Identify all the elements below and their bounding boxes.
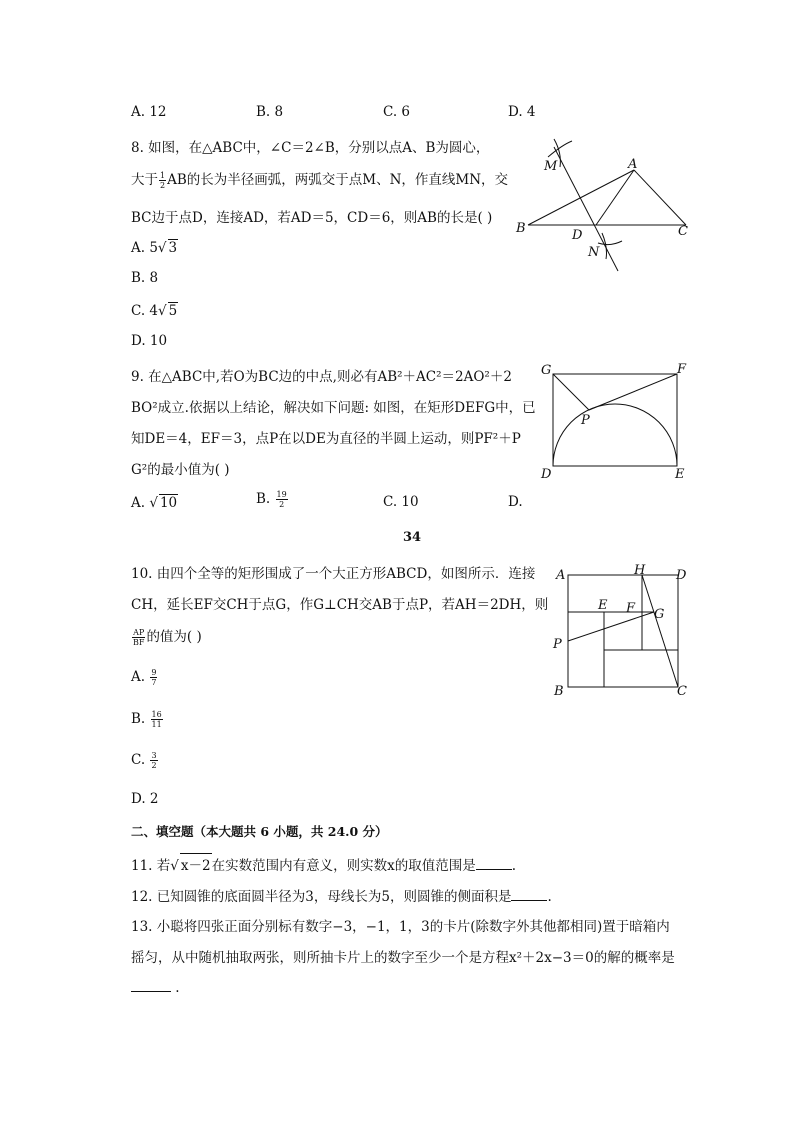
q10-label-e: E — [598, 598, 608, 613]
q9-option-d: D. — [508, 494, 523, 510]
q13-answer-blank[interactable] — [131, 981, 171, 992]
q7-option-b: B. 8 — [256, 104, 284, 120]
q9-stray-number: 34 — [403, 530, 422, 545]
q10-stem-line3: $\frac{AP}{BF}$ 的值为( ) — [133, 628, 202, 647]
q9-label-e: E — [675, 467, 685, 482]
section-2-heading: 二、填空题（本大题共 6 小题，共 24.0 分） — [131, 824, 388, 839]
q10-label-p: P — [553, 637, 562, 652]
q10-stem-line1: 10. 由四个全等的矩形围成了一个大正方形ABCD，如图所示．连接 — [131, 566, 536, 582]
q13-stem-line2: 摇匀，从中随机抽取两张，则所抽卡片上的数字至少一个是方程x²＋2x−3＝0的解的概率是 — [131, 950, 675, 966]
q11-answer-blank[interactable] — [476, 859, 512, 870]
q10-label-f: F — [626, 601, 636, 616]
q7-option-c: C. 6 — [383, 104, 411, 120]
q8-label-d: D — [572, 228, 583, 243]
q10-label-b: B — [554, 684, 564, 699]
q9-stem-line4: G²的最小值为( ) — [131, 462, 230, 478]
q7-option-a: A. 12 — [131, 104, 167, 120]
q10-label-a: A — [556, 568, 566, 583]
q10-square-figure — [548, 562, 698, 702]
q10-option-d: D. 2 — [131, 791, 159, 807]
q10-label-h: H — [634, 563, 646, 578]
q9-option-c: C. 10 — [383, 494, 419, 510]
q10-label-c: C — [677, 684, 687, 699]
q8-option-d: D. 10 — [131, 333, 168, 349]
q9-stem-line3: 知DE＝4，EF＝3，点P在以DE为直径的半圆上运动，则PF²＋P — [131, 431, 521, 447]
q10-option-c: C. $\frac{3}{2}$ — [131, 751, 157, 770]
q8-stem-line3: BC边于点D，连接AD，若AD＝5，CD＝6，则AB的长是( ) — [131, 210, 493, 226]
q7-option-d: D. 4 — [508, 104, 536, 120]
q8-stem-line2: 大于 $\frac{1}{2}$ AB的长为半径画弧，两弧交于点M、N，作直线MN，交 — [131, 171, 509, 190]
q13-stem-line3: . — [131, 980, 180, 996]
q10-stem-line2: CH，延长EF交CH于点G，作G⊥CH交AB于点P，若AH＝2DH，则 — [131, 597, 549, 613]
q10-option-b: B. $\frac{16}{11}$ — [131, 710, 162, 729]
q8-triangle-figure — [510, 135, 700, 275]
q8-label-a: A — [628, 157, 638, 172]
q9-label-p: P — [581, 413, 590, 428]
q10-label-g: G — [654, 607, 665, 622]
q8-option-a: A. 5√ 3 — [131, 240, 178, 256]
q8-label-n: N — [588, 245, 600, 260]
q9-label-d: D — [541, 467, 552, 482]
q8-label-c: C — [678, 224, 688, 239]
q9-stem-line1: 9. 在△ABC中,若O为BC边的中点,则必有AB²＋AC²＝2AO²＋2 — [131, 369, 512, 385]
q9-rectangle-figure — [535, 360, 695, 485]
q10-label-d: D — [676, 568, 687, 583]
q12-stem: 12. 已知圆锥的底面圆半径为3，母线长为5，则圆锥的侧面积是 . — [131, 889, 552, 905]
q8-label-m: M — [544, 159, 558, 174]
q9-label-g: G — [541, 363, 552, 378]
q8-stem-line1: 8. 如图，在△ABC中，∠C＝2∠B，分别以点A、B为圆心， — [131, 140, 490, 156]
q9-stem-line2: BO²成立.依据以上结论，解决如下问题: 如图，在矩形DEFG中，已 — [131, 400, 536, 416]
q8-fraction-half: $\frac{1}{2}$ — [160, 171, 166, 190]
q9-option-b: B. $\frac{19}{2}$ — [256, 490, 287, 509]
q8-label-b: B — [516, 221, 526, 236]
q9-label-f: F — [677, 362, 687, 377]
q11-stem: 11. 若√ x－2在实数范围内有意义，则实数x的取值范围是 . — [131, 853, 516, 874]
q9-option-a: A. √ 10 — [131, 495, 178, 511]
q10-option-a: A. $\frac{9}{7}$ — [131, 668, 157, 687]
q8-option-b: B. 8 — [131, 270, 159, 286]
q13-stem-line1: 13. 小聪将四张正面分别标有数字−3，−1，1，3的卡片(除数字外其他都相同)置于暗箱内 — [131, 919, 670, 935]
q8-option-c: C. 4√ 5 — [131, 303, 178, 319]
q12-answer-blank[interactable] — [511, 890, 547, 901]
